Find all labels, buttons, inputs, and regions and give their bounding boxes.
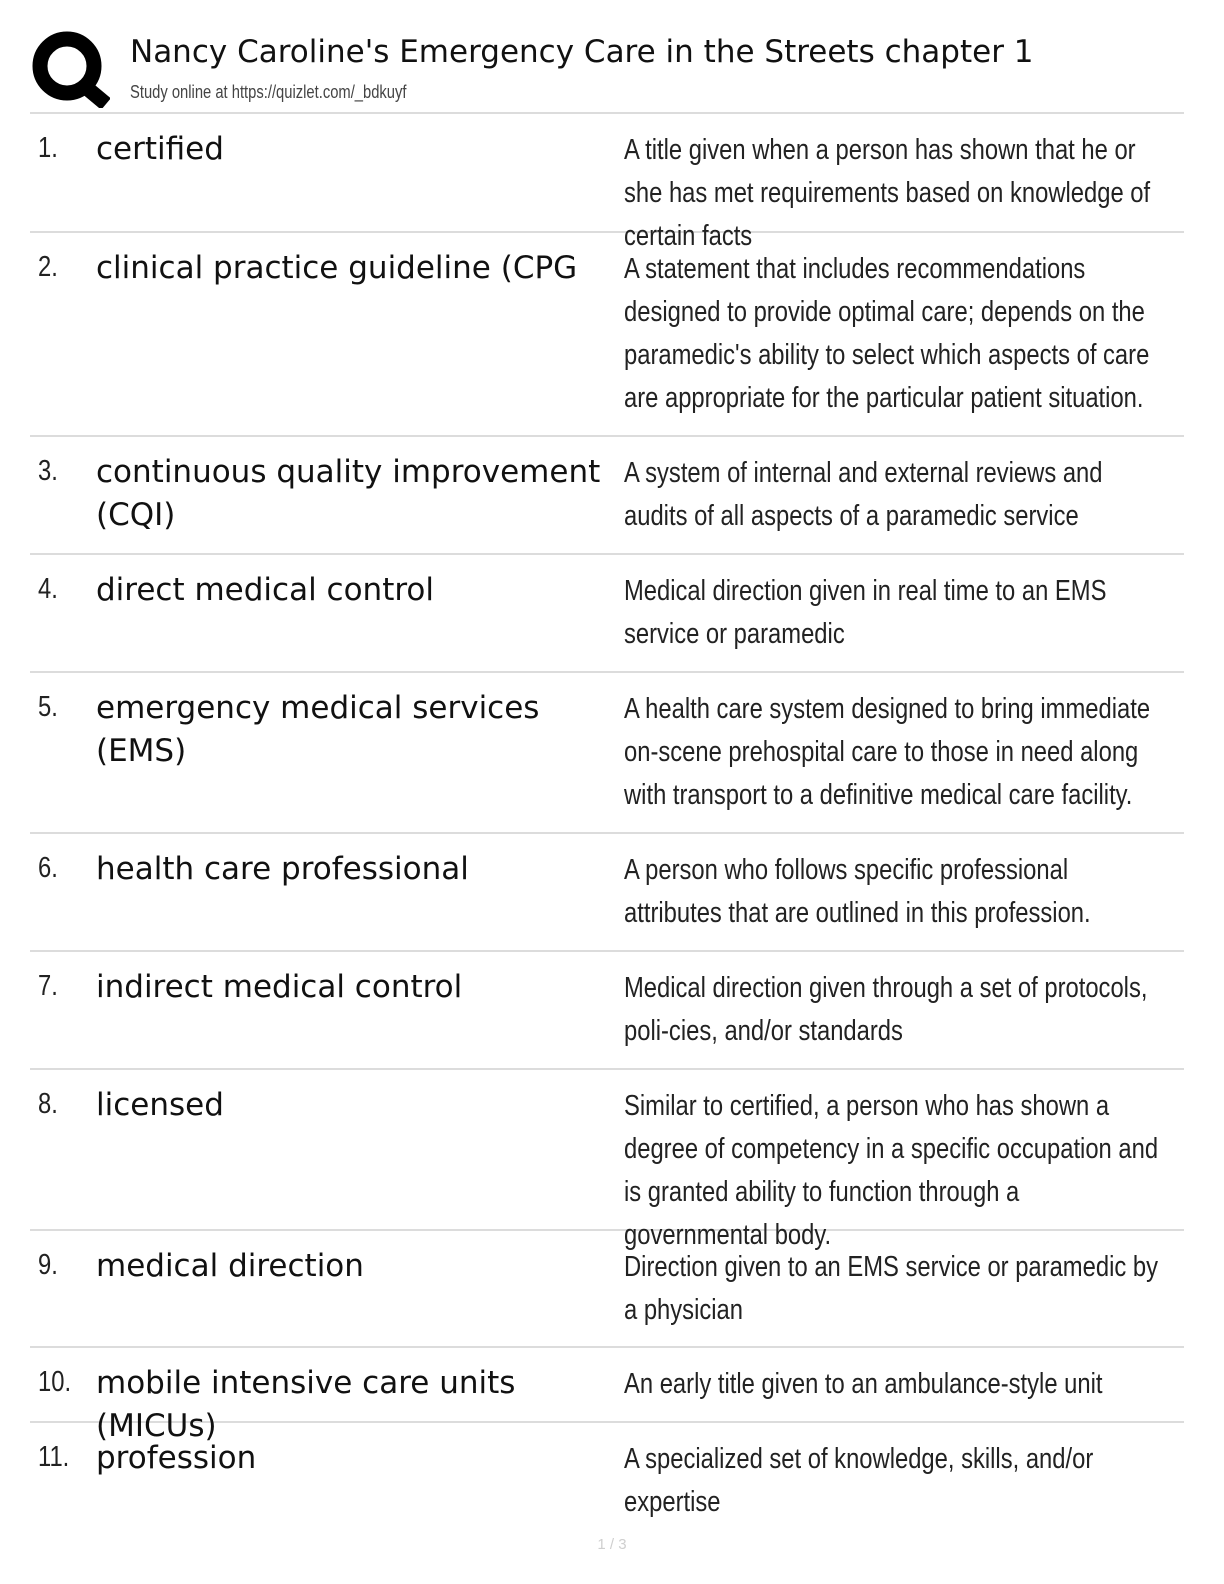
term-name: mobile intensive care units (MICUs) — [96, 1365, 516, 1444]
term-number: 4. — [38, 573, 58, 605]
term-row — [30, 1423, 1184, 1518]
term-row — [30, 1348, 1184, 1444]
term-name: direct medical control — [96, 572, 435, 608]
term-name: clinical practice guideline (CPG — [96, 250, 578, 286]
term-row — [30, 437, 1184, 555]
term-definition: A person who follows specific professional attributes that are outlined in this profession. — [624, 854, 1091, 929]
term-name: certified — [96, 131, 224, 167]
term-name: indirect medical control — [96, 969, 463, 1005]
term-number: 9. — [38, 1249, 58, 1281]
term-name: continuous quality improvement (CQI) — [96, 454, 601, 533]
term-number: 3. — [38, 455, 58, 487]
term-definition: A statement that includes recommendations designed to provide optimal care; depends on the paramedic's ability to select which aspects of care are appropriate for the particular patient situation. — [624, 253, 1150, 414]
quizlet-logo-icon — [30, 28, 110, 108]
page-number: 1 / 3 — [597, 1536, 627, 1553]
term-definition: Direction given to an EMS service or paramedic by a physician — [624, 1251, 1158, 1326]
term-number: 11. — [38, 1441, 70, 1473]
term-number: 6. — [38, 852, 58, 884]
term-name: medical direction — [96, 1248, 364, 1284]
term-definition: A title given when a person has shown that he or she has met requirements based on knowledge of certain facts — [624, 134, 1151, 252]
term-name: emergency medical services (EMS) — [96, 690, 540, 769]
term-definition: An early title given to an ambulance-style unit — [624, 1368, 1103, 1400]
term-row — [30, 1070, 1184, 1251]
term-row — [30, 233, 1184, 437]
term-name: health care professional — [96, 851, 469, 887]
page-header — [30, 28, 1184, 114]
term-row — [30, 952, 1184, 1070]
term-number: 8. — [38, 1088, 58, 1120]
term-definition: Medical direction given through a set of protocols, poli-cies, and/or standards — [624, 972, 1148, 1047]
term-list — [30, 114, 1184, 1518]
term-number: 5. — [38, 691, 58, 723]
term-definition: Similar to certified, a person who has shown a degree of competency in a specific occupation and is granted ability to function through a governmental body. — [624, 1090, 1159, 1251]
page-title: Nancy Caroline's Emergency Care in the Streets chapter 1 — [130, 34, 1034, 70]
term-row — [30, 834, 1184, 952]
term-name: licensed — [96, 1087, 224, 1123]
term-definition: A health care system designed to bring immediate on-scene prehospital care to those in need along with transport to a definitive medical care facility. — [624, 693, 1151, 811]
term-definition: Medical direction given in real time to an EMS service or paramedic — [624, 575, 1107, 650]
study-online-link[interactable]: Study online at https://quizlet.com/_bdkuyf — [130, 82, 407, 102]
term-row — [30, 114, 1184, 252]
term-definition: A system of internal and external reviews and audits of all aspects of a paramedic service — [624, 457, 1103, 532]
term-row — [30, 1231, 1184, 1348]
term-number: 10. — [38, 1366, 72, 1398]
term-row — [30, 673, 1184, 834]
term-number: 2. — [38, 251, 58, 283]
term-name: profession — [96, 1440, 257, 1476]
term-number: 7. — [38, 970, 58, 1002]
term-number: 1. — [38, 132, 58, 164]
term-row — [30, 555, 1184, 673]
term-definition: A specialized set of knowledge, skills, and/or expertise — [624, 1443, 1094, 1518]
